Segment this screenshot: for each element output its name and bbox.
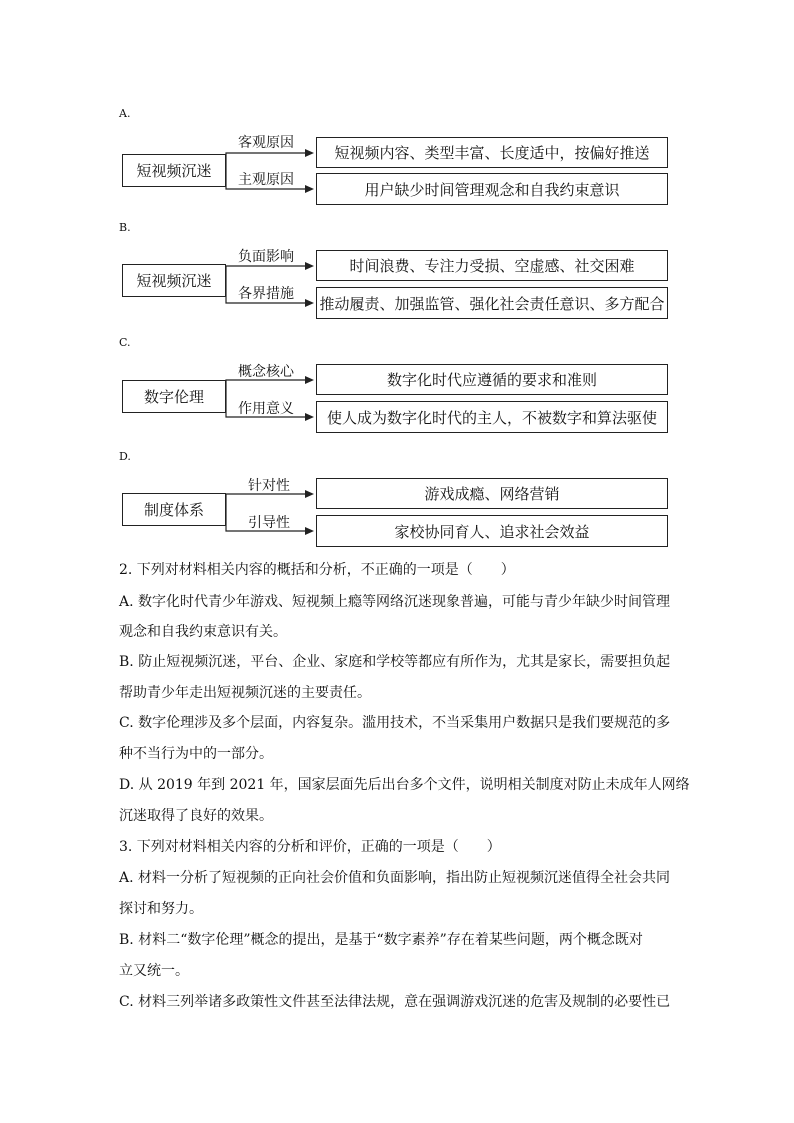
diagram-a-root: 短视频沉迷 bbox=[122, 154, 226, 187]
q2-option-c-line1: C. 数字伦理涉及多个层面，内容复杂。滥用技术，不当采集用户数据只是我们要规范的多 bbox=[119, 715, 671, 731]
q3-option-b-line1: B. 材料二“数字伦理”概念的提出，是基于“数字素养”存在着某些问题，两个概念既对 bbox=[119, 932, 643, 948]
q3-option-a-line1: A. 材料一分析了短视频的正向社会价值和负面影响，指出防止短视频沉迷值得全社会共同 bbox=[119, 870, 671, 886]
q2-stem: 2. 下列对材料相关内容的概括和分析，不正确的一项是（ ） bbox=[119, 562, 515, 578]
diagram-a-result2: 用户缺少时间管理观念和自我约束意识 bbox=[316, 173, 668, 205]
option-a-letter: A. bbox=[119, 107, 131, 120]
q2-option-b-line2: 帮助青少年走出短视频沉迷的主要责任。 bbox=[119, 685, 371, 701]
q2-option-a-line1: A. 数字化时代青少年游戏、短视频上瘾等网络沉迷现象普遍，可能与青少年缺少时间管理 bbox=[119, 594, 671, 610]
q2-option-d-line1: D. 从 2019 年到 2021 年，国家层面先后出台多个文件，说明相关制度对防止未成年人网络 bbox=[119, 777, 690, 793]
diagram-c-result1: 数字化时代应遵循的要求和准则 bbox=[316, 364, 668, 395]
q3-option-b-line2: 立又统一。 bbox=[119, 963, 189, 979]
diagram-d-branch2: 引导性 bbox=[248, 515, 290, 531]
diagram-a-result1: 短视频内容、类型丰富、长度适中，按偏好推送 bbox=[316, 137, 668, 168]
q3-stem: 3. 下列对材料相关内容的分析和评价，正确的一项是（ ） bbox=[119, 839, 501, 855]
diagram-b-result2: 推动履责、加强监管、强化社会责任意识、多方配合 bbox=[316, 287, 668, 319]
diagram-a-branch1: 客观原因 bbox=[238, 135, 294, 151]
q3-option-c-line1: C. 材料三列举诸多政策性文件甚至法律法规，意在强调游戏沉迷的危害及规制的必要性已 bbox=[119, 994, 671, 1010]
diagram-c-result2: 使人成为数字化时代的主人，不被数字和算法驱使 bbox=[316, 401, 668, 433]
diagram-b-root: 短视频沉迷 bbox=[122, 264, 226, 297]
q3-option-a-line2: 探讨和努力。 bbox=[119, 901, 203, 917]
option-b-letter: B. bbox=[119, 221, 131, 234]
diagram-b-branch2: 各界措施 bbox=[238, 286, 294, 302]
diagram-c-root: 数字伦理 bbox=[122, 380, 226, 413]
option-d-letter: D. bbox=[119, 450, 131, 463]
diagram-b-result1: 时间浪费、专注力受损、空虚感、社交困难 bbox=[316, 250, 668, 281]
diagram-c-branch1: 概念核心 bbox=[238, 364, 294, 380]
option-c-letter: C. bbox=[119, 336, 131, 349]
q2-option-d-line2: 沉迷取得了良好的效果。 bbox=[119, 808, 273, 824]
diagram-d-root: 制度体系 bbox=[122, 493, 226, 526]
diagram-b-branch1: 负面影响 bbox=[238, 249, 294, 265]
q2-option-c-line2: 种不当行为中的一部分。 bbox=[119, 746, 273, 762]
q2-option-b-line1: B. 防止短视频沉迷，平台、企业、家庭和学校等都应有所作为，尤其是家长，需要担负起 bbox=[119, 654, 671, 670]
diagram-c-branch2: 作用意义 bbox=[238, 401, 294, 417]
diagram-d-result1: 游戏成瘾、网络营销 bbox=[316, 478, 668, 509]
diagram-d-branch1: 针对性 bbox=[248, 478, 290, 494]
diagram-a-branch2: 主观原因 bbox=[238, 172, 294, 188]
diagram-d-result2: 家校协同育人、追求社会效益 bbox=[316, 515, 668, 547]
q2-option-a-line2: 观念和自我约束意识有关。 bbox=[119, 624, 287, 640]
